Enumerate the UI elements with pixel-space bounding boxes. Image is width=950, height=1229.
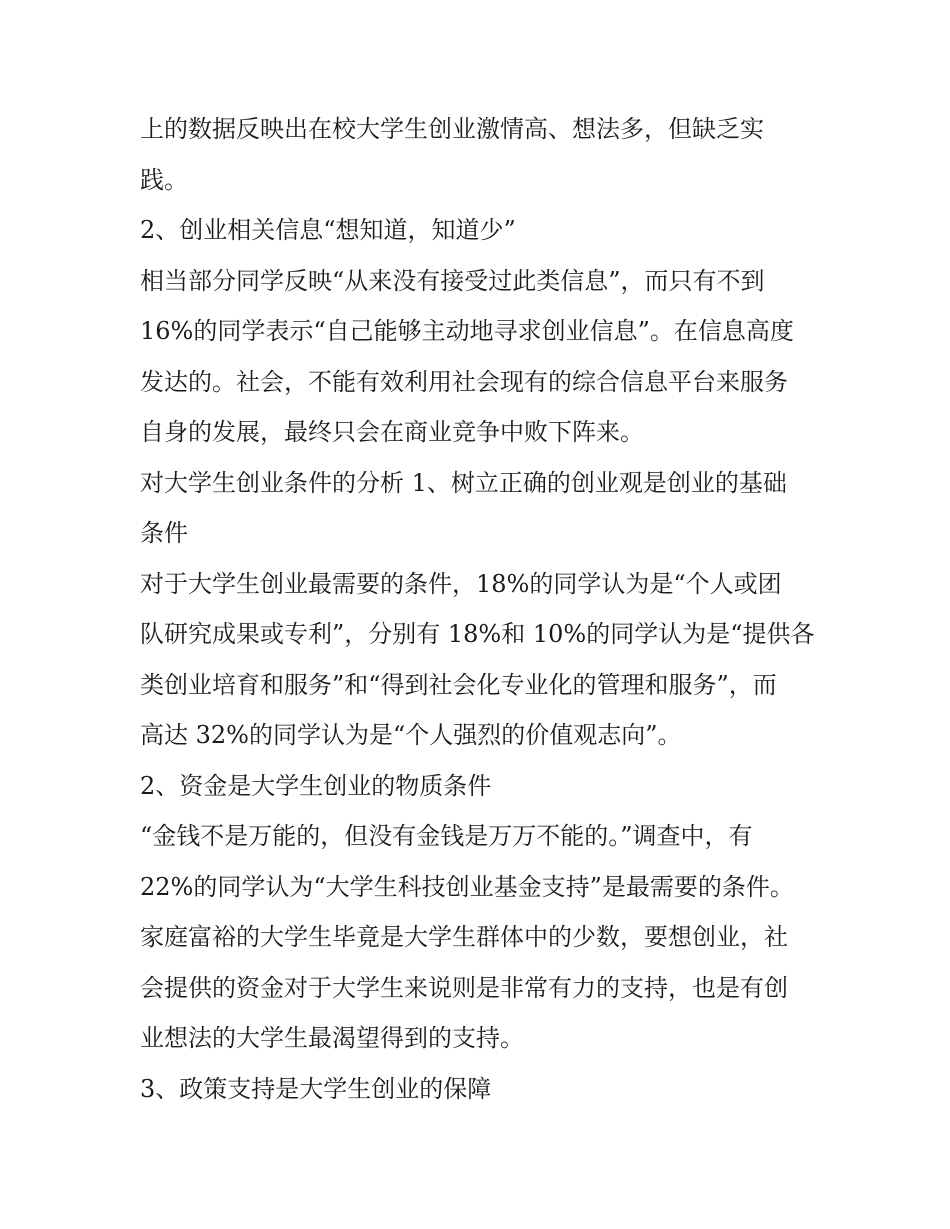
text-line: 自身的发展，最终只会在商业竞争中败下阵来。: [140, 418, 644, 446]
section-heading: 2、创业相关信息“想知道，知道少”: [140, 216, 516, 244]
text-line: 相当部分同学反映“从来没有接受过此类信息”，而只有不到: [140, 266, 765, 295]
text-line: “金钱不是万能的，但没有金钱是万万不能的。”调查中，有: [140, 822, 753, 850]
document-body: [140, 104, 820, 1114]
text-line: 发达的。社会，不能有效利用社会现有的综合信息平台来服务: [140, 367, 788, 396]
text-line: 会提供的资金对于大学生来说则是非常有力的支持，也是有创: [140, 973, 788, 1002]
text-line: 高达 32%的同学认为是“个人强烈的价值观志向”。: [140, 721, 682, 749]
text-line: 业想法的大学生最渴望得到的支持。: [140, 1024, 524, 1052]
text-line: 对于大学生创业最需要的条件，18%的同学认为是“个人或团: [140, 569, 782, 598]
section-heading: 条件: [140, 519, 188, 547]
section-heading: 对大学生创业条件的分析 1、树立正确的创业观是创业的基础: [140, 468, 787, 497]
text-line: 16%的同学表示“自己能够主动地寻求创业信息”。在信息高度: [140, 317, 794, 345]
text-line: 队研究成果或专利”，分别有 18%和 10%的同学认为是“提供各: [140, 620, 815, 648]
section-heading: 2、资金是大学生创业的物质条件: [140, 771, 492, 800]
text-line: 践。: [140, 165, 188, 194]
text-line: 家庭富裕的大学生毕竟是大学生群体中的少数，要想创业，社: [140, 923, 788, 951]
text-line: 类创业培育和服务”和“得到社会化专业化的管理和服务”，而: [140, 670, 777, 699]
text-line: 上的数据反映出在校大学生创业激情高、想法多，但缺乏实: [140, 115, 764, 143]
text-line: 22%的同学认为“大学生科技创业基金支持”是最需要的条件。: [140, 872, 794, 901]
section-heading: 3、政策支持是大学生创业的保障: [140, 1074, 492, 1103]
